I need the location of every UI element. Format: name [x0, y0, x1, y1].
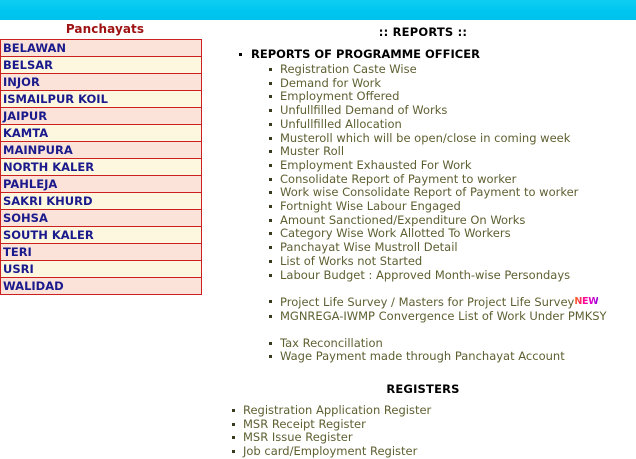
- panchayat-name-cell[interactable]: USRI: [1, 261, 202, 278]
- report-link[interactable]: Unfullfilled Allocation: [280, 116, 402, 131]
- panchayat-name-cell[interactable]: BELSAR: [1, 57, 202, 74]
- panchayat-row[interactable]: [1, 57, 202, 74]
- register-list-item[interactable]: [232, 404, 636, 418]
- report-link[interactable]: Panchayat Wise Mustroll Detail: [280, 240, 458, 255]
- report-list-item[interactable]: [269, 200, 636, 214]
- register-link[interactable]: MSR Receipt Register: [243, 416, 366, 431]
- registers-section-title: REGISTERS: [386, 382, 460, 397]
- panchayat-name-cell[interactable]: KAMTA: [1, 125, 202, 142]
- report-list-item[interactable]: [269, 214, 636, 228]
- report-link[interactable]: Demand for Work: [280, 75, 382, 90]
- panchayat-row[interactable]: [1, 193, 202, 210]
- report-list-item[interactable]: [269, 269, 636, 283]
- new-badge-icon: NEW: [574, 296, 599, 308]
- register-link[interactable]: Registration Application Register: [243, 403, 432, 418]
- report-list-item[interactable]: [269, 159, 636, 173]
- report-list-item[interactable]: [269, 337, 636, 351]
- panchayat-row[interactable]: [1, 176, 202, 193]
- panchayat-row[interactable]: [1, 159, 202, 176]
- report-link[interactable]: Consolidate Report of Payment to worker: [280, 171, 517, 186]
- register-list-item[interactable]: [232, 445, 636, 459]
- report-list-item[interactable]: [269, 186, 636, 200]
- report-list-item[interactable]: [269, 104, 636, 118]
- panchayat-row[interactable]: [1, 210, 202, 227]
- panchayat-name-cell[interactable]: INJOR: [1, 74, 202, 91]
- panchayat-name-cell[interactable]: PAHLEJA: [1, 176, 202, 193]
- report-list-item[interactable]: [269, 255, 636, 269]
- panchayat-row[interactable]: [1, 125, 202, 142]
- programme-officer-section: [210, 47, 636, 364]
- report-list-item[interactable]: [269, 173, 636, 187]
- report-list-item[interactable]: [269, 132, 636, 146]
- reports-link-list: [251, 63, 636, 364]
- panchayat-panel: [0, 20, 210, 295]
- report-list-item[interactable]: [269, 118, 636, 132]
- register-list-item[interactable]: [232, 418, 636, 432]
- panchayat-row[interactable]: [1, 74, 202, 91]
- report-link[interactable]: Labour Budget : Approved Month-wise Persondays: [280, 267, 571, 282]
- panchayat-name-cell[interactable]: MAINPURA: [1, 142, 202, 159]
- panchayat-name-cell[interactable]: WALIDAD: [1, 278, 202, 295]
- panchayat-row[interactable]: [1, 142, 202, 159]
- report-link[interactable]: List of Works not Started: [280, 253, 423, 268]
- report-list-item[interactable]: [269, 350, 636, 364]
- panchayat-row[interactable]: [1, 278, 202, 295]
- panchayat-row[interactable]: [1, 227, 202, 244]
- report-link[interactable]: Muster Roll: [280, 144, 345, 159]
- report-list-item[interactable]: [269, 77, 636, 91]
- report-link[interactable]: Unfullfilled Demand of Works: [280, 103, 448, 118]
- report-link[interactable]: Employment Offered: [280, 89, 400, 104]
- report-link[interactable]: Wage Payment made through Panchayat Account: [280, 349, 565, 364]
- report-link[interactable]: Registration Caste Wise: [280, 62, 417, 76]
- panchayat-row[interactable]: [1, 244, 202, 261]
- register-link[interactable]: Job card/Employment Register: [243, 444, 418, 459]
- register-link[interactable]: MSR Issue Register: [243, 430, 353, 445]
- registers-link-list: [210, 404, 636, 459]
- panchayat-row[interactable]: [1, 108, 202, 125]
- panchayat-name-cell[interactable]: BELAWAN: [1, 40, 202, 57]
- report-list-item[interactable]: [269, 145, 636, 159]
- report-link[interactable]: Fortnight Wise Labour Engaged: [280, 199, 461, 214]
- report-link[interactable]: Employment Exhausted For Work: [280, 157, 472, 172]
- programme-officer-heading-label: REPORTS OF PROGRAMME OFFICER: [251, 47, 480, 61]
- report-list-item[interactable]: [269, 90, 636, 104]
- reports-page-title: :: REPORTS ::: [378, 25, 468, 39]
- top-banner: [0, 0, 636, 20]
- report-list-item[interactable]: [269, 295, 636, 310]
- panchayat-table: [0, 39, 202, 295]
- report-link[interactable]: Amount Sanctioned/Expenditure On Works: [280, 212, 526, 227]
- panchayat-row[interactable]: [1, 40, 202, 57]
- report-list-item[interactable]: [269, 310, 636, 324]
- page-body: [0, 20, 636, 459]
- report-link[interactable]: Work wise Consolidate Report of Payment to worker: [280, 185, 579, 200]
- panchayat-name-cell[interactable]: JAIPUR: [1, 108, 202, 125]
- report-link[interactable]: Tax Reconcillation: [280, 335, 383, 350]
- report-list-item[interactable]: [269, 241, 636, 255]
- register-list-item[interactable]: [232, 431, 636, 445]
- panchayat-name-cell[interactable]: SOUTH KALER: [1, 227, 202, 244]
- report-link[interactable]: Musteroll which will be open/close in coming week: [280, 130, 571, 145]
- report-link[interactable]: MGNREGA-IWMP Convergence List of Work Under PMKSY: [280, 308, 607, 323]
- reports-panel: [210, 20, 636, 459]
- report-link[interactable]: Project Life Survey / Masters for Project Life Survey: [280, 295, 575, 310]
- panchayat-name-cell[interactable]: NORTH KALER: [1, 159, 202, 176]
- panchayat-name-cell[interactable]: TERI: [1, 244, 202, 261]
- panchayat-row[interactable]: [1, 91, 202, 108]
- panchayat-name-cell[interactable]: ISMAILPUR KOIL: [1, 91, 202, 108]
- report-link[interactable]: Category Wise Work Allotted To Workers: [280, 226, 511, 241]
- panchayat-name-cell[interactable]: SAKRI KHURD: [1, 193, 202, 210]
- panchayat-list-title: Panchayats: [65, 22, 145, 36]
- panchayat-name-cell[interactable]: SOHSA: [1, 210, 202, 227]
- programme-officer-heading: [238, 47, 636, 364]
- report-list-item[interactable]: [269, 227, 636, 241]
- panchayat-row[interactable]: [1, 261, 202, 278]
- report-list-item[interactable]: [269, 63, 636, 77]
